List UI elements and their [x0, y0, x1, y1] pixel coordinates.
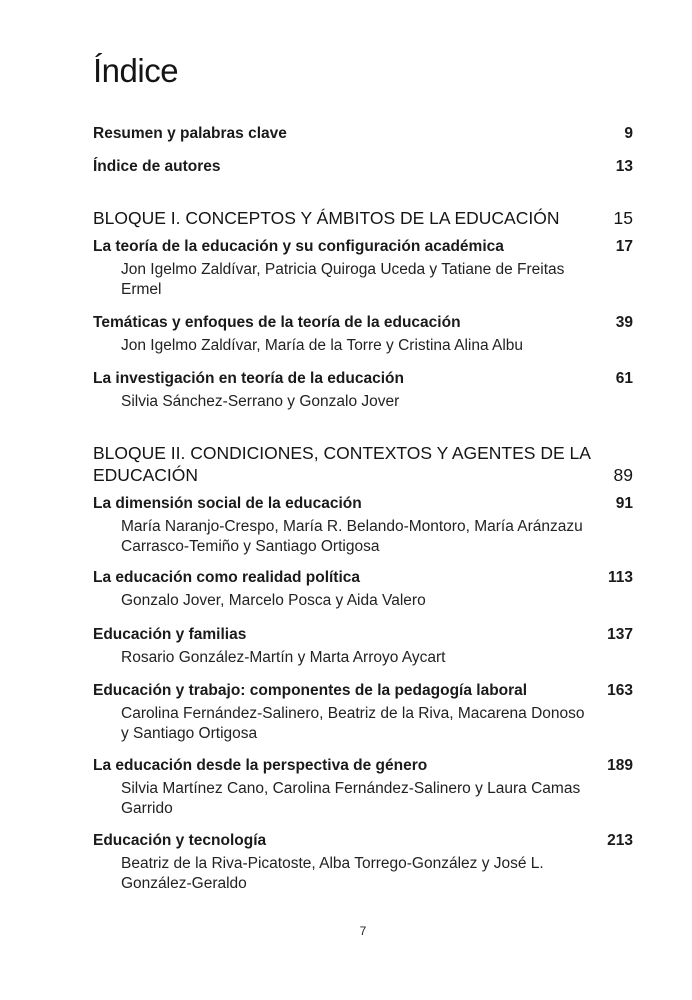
entry-page-number: 13: [615, 158, 633, 175]
chapter-page-number: 39: [615, 314, 633, 331]
chapter-title: La dimensión social de la educación: [93, 495, 362, 512]
chapter-title: Educación y trabajo: componentes de la pedagogía laboral: [93, 682, 528, 699]
chapter-authors: Jon Igelmo Zaldívar, Patricia Quiroga Uceda y Tatiane de Freitas Ermel: [121, 261, 565, 298]
toc-chapter[interactable]: [93, 493, 633, 557]
chapter-title: La investigación en teoría de la educación: [93, 370, 404, 387]
chapter-authors: Beatriz de la Riva-Picatoste, Alba Torrego-González y José L. González-Geraldo: [121, 855, 544, 892]
block-page-number: 15: [613, 208, 633, 228]
block-title: BLOQUE I. CONCEPTOS Y ÁMBITOS DE LA EDUCACIÓN: [93, 208, 560, 228]
toc-block-2[interactable]: [93, 442, 633, 486]
toc-chapter[interactable]: [93, 312, 633, 356]
chapter-authors: María Naranjo-Crespo, María R. Belando-Montoro, María Aránzazu Carrasco-Temiño y Santiago Ortigosa: [121, 518, 583, 555]
chapter-page-number: 61: [615, 370, 633, 387]
toc-chapter[interactable]: [93, 680, 633, 744]
block-title: BLOQUE II. CONDICIONES, CONTEXTOS Y AGENTES DE LA EDUCACIÓN: [93, 443, 590, 485]
toc-chapter[interactable]: [93, 830, 633, 894]
toc-entry-author-index[interactable]: [93, 156, 633, 177]
block-page-number: 89: [613, 465, 633, 485]
toc-chapter[interactable]: [93, 755, 633, 819]
chapter-title: La educación desde la perspectiva de género: [93, 757, 428, 774]
page-number: 7: [359, 924, 367, 938]
entry-page-number: 9: [624, 125, 633, 142]
toc-chapter[interactable]: [93, 567, 633, 611]
chapter-page-number: 213: [607, 832, 633, 849]
chapter-title: Educación y tecnología: [93, 832, 267, 849]
chapter-authors: Carolina Fernández-Salinero, Beatriz de la Riva, Macarena Donoso y Santiago Ortigosa: [121, 705, 585, 742]
chapter-page-number: 17: [615, 238, 633, 255]
entry-title: Índice de autores: [93, 158, 221, 175]
toc-chapter[interactable]: [93, 624, 633, 668]
chapter-title: La teoría de la educación y su configuración académica: [93, 238, 504, 255]
toc-page: [93, 0, 633, 1000]
chapter-authors: Jon Igelmo Zaldívar, María de la Torre y Cristina Alina Albu: [121, 337, 524, 354]
chapter-title: La educación como realidad política: [93, 569, 361, 586]
chapter-title: Temáticas y enfoques de la teoría de la educación: [93, 314, 461, 331]
toc-chapter[interactable]: [93, 368, 633, 412]
chapter-page-number: 163: [607, 682, 633, 699]
toc-chapter[interactable]: [93, 236, 633, 300]
chapter-page-number: 91: [615, 495, 633, 512]
chapter-page-number: 113: [607, 569, 633, 586]
chapter-authors: Rosario González-Martín y Marta Arroyo Aycart: [121, 649, 446, 666]
toc-entry-summary[interactable]: [93, 123, 633, 144]
chapter-page-number: 137: [607, 626, 633, 643]
page-title: Índice: [93, 52, 179, 89]
chapter-authors: Silvia Martínez Cano, Carolina Fernández-Salinero y Laura Camas Garrido: [121, 780, 581, 817]
entry-title: Resumen y palabras clave: [93, 125, 287, 142]
chapter-page-number: 189: [607, 757, 633, 774]
chapter-authors: Gonzalo Jover, Marcelo Posca y Aida Valero: [121, 592, 426, 609]
chapter-title: Educación y familias: [93, 626, 247, 643]
toc-block-1[interactable]: [93, 207, 633, 229]
chapter-authors: Silvia Sánchez-Serrano y Gonzalo Jover: [121, 393, 400, 410]
